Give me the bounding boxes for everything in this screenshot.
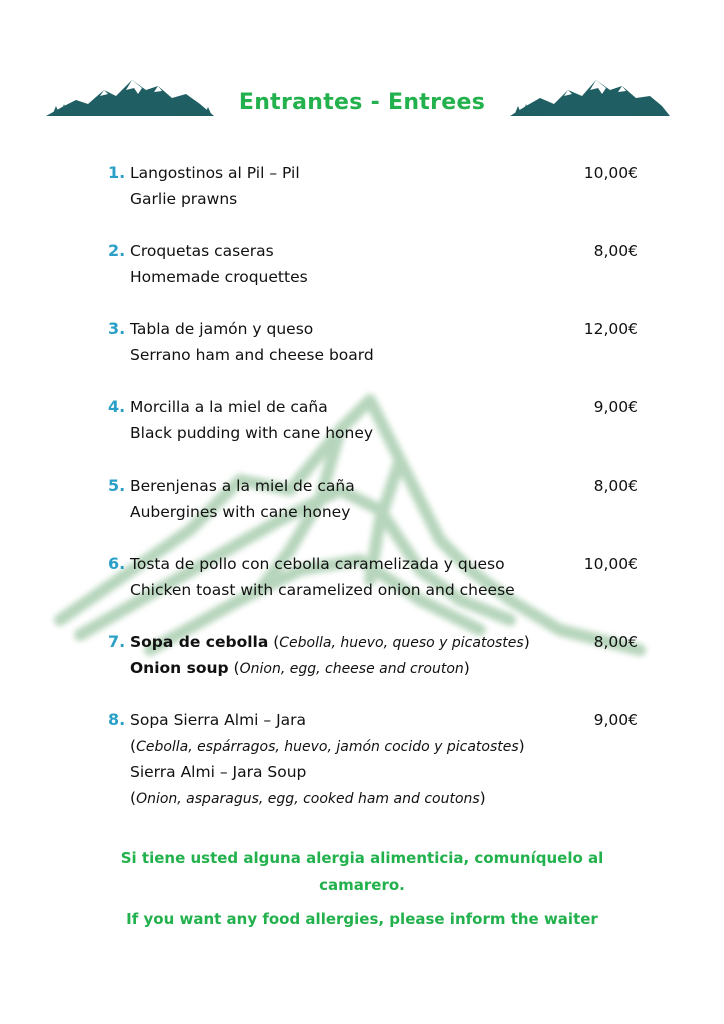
item-name-en: Serrano ham and cheese board (130, 346, 374, 364)
item-name-en: Onion soup (130, 659, 229, 677)
menu-item (108, 238, 648, 294)
item-number: 4. (108, 397, 126, 416)
item-detail-en-line: (Onion, asparagus, egg, cooked ham and coutons) (130, 789, 486, 807)
item-price: 9,00€ (593, 711, 638, 729)
item-name-en: Aubergines with cane honey (130, 503, 351, 521)
item-number: 7. (108, 632, 126, 651)
item-price: 8,00€ (593, 477, 638, 495)
menu-header (0, 72, 724, 122)
item-name-es: Sopa Sierra Almi – Jara (130, 711, 307, 729)
menu-item (108, 551, 648, 607)
item-price: 12,00€ (583, 320, 638, 338)
menu-item (108, 160, 648, 216)
item-name-en: Chicken toast with caramelized onion and cheese (130, 581, 515, 599)
item-price: 8,00€ (593, 242, 638, 260)
item-price: 8,00€ (593, 633, 638, 651)
item-name-es: Croquetas caseras (130, 242, 274, 260)
allergy-notice-es (0, 845, 724, 899)
item-number: 5. (108, 476, 126, 495)
item-name-en: Garlie prawns (130, 190, 238, 208)
item-price: 9,00€ (593, 398, 638, 416)
item-detail-es: Cebolla, espárragos, huevo, jamón cocido y picatostes (136, 739, 519, 755)
item-number: 2. (108, 241, 126, 260)
menu-item (108, 394, 648, 450)
item-line-es: Sopa de cebolla (Cebolla, huevo, queso y picatostes) (130, 633, 530, 651)
item-name-en: Sierra Almi – Jara Soup (130, 763, 307, 781)
allergy-notice-en: If you want any food allergies, please inform the waiter (126, 910, 598, 928)
item-line-en: Onion soup (Onion, egg, cheese and crouton) (130, 659, 470, 677)
item-number: 1. (108, 163, 126, 182)
item-name-es: Sopa de cebolla (130, 633, 269, 651)
item-detail-en: Onion, egg, cheese and crouton (239, 661, 464, 677)
item-detail-es: Cebolla, huevo, queso y picatostes (279, 635, 524, 651)
item-name-en: Homemade croquettes (130, 268, 308, 286)
allergy-notice-es-line1: Si tiene usted alguna alergia alimenticia, comuníquelo al (120, 849, 604, 867)
menu-item (108, 316, 648, 372)
item-name-en: Black pudding with cane honey (130, 424, 374, 442)
item-detail-es-line: (Cebolla, espárragos, huevo, jamón cocido y picatostes) (130, 737, 525, 755)
item-name-es: Berenjenas a la miel de caña (130, 477, 355, 495)
item-name-es: Langostinos al Pil – Pil (130, 164, 300, 182)
item-number: 8. (108, 710, 126, 729)
item-number: 3. (108, 319, 126, 338)
item-detail-en: Onion, asparagus, egg, cooked ham and coutons (136, 791, 480, 807)
item-price: 10,00€ (583, 555, 638, 573)
item-name-es: Tosta de pollo con cebolla caramelizada y queso (130, 555, 505, 573)
menu-item (108, 629, 648, 685)
item-price: 10,00€ (583, 164, 638, 182)
allergy-notice-es-line2: camarero. (319, 876, 405, 894)
menu-item (108, 707, 648, 817)
menu-item (108, 473, 648, 529)
item-name-es: Morcilla a la miel de caña (130, 398, 328, 416)
page-title: Entrantes - Entrees (238, 90, 486, 115)
item-number: 6. (108, 554, 126, 573)
item-name-es: Tabla de jamón y queso (130, 320, 314, 338)
mountain-range-icon (510, 76, 670, 118)
